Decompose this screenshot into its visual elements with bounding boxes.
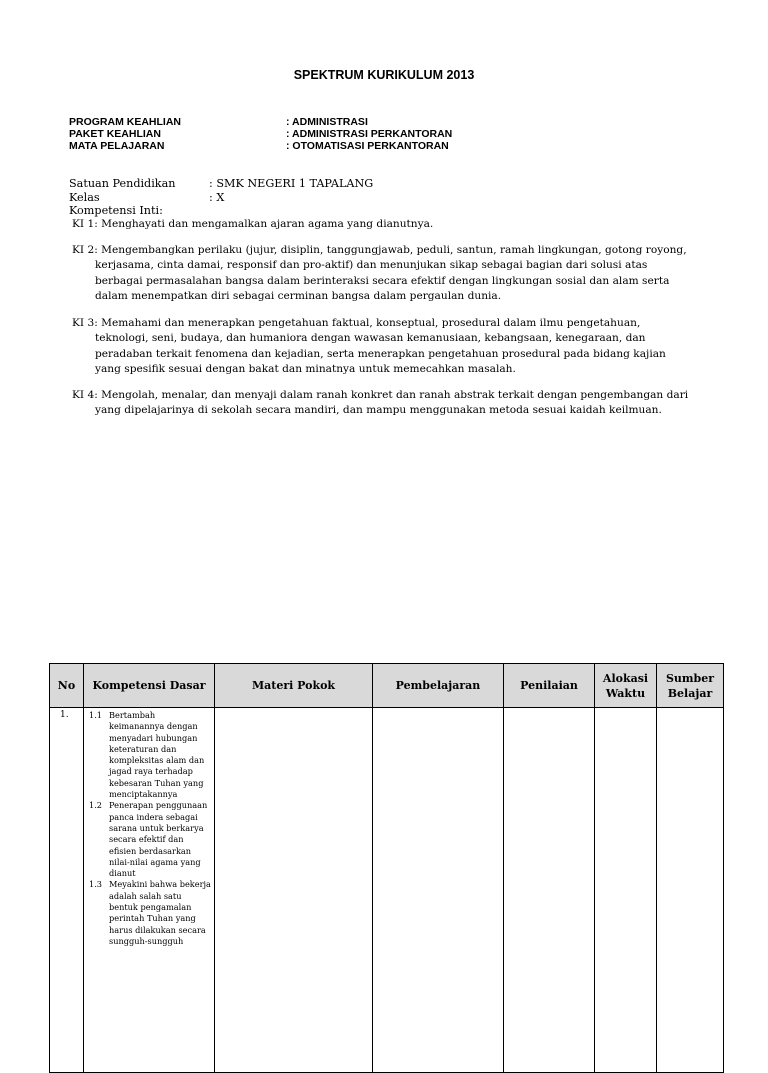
ki-2-text: KI 2: Mengembangkan perilaku (jujur, disiplin, tanggungjawab, peduli, santun, ramah lingkungan, gotong royong, kerjasama, cinta damai, responsif dan pro-aktif) dan menunjukan sikap sebagai bagian dari solusi atas berbagai permasalahan bangsa dalam berinteraksi secara efektif dengan lingkungan sosial dan alam serta dalam menempatkan diri sebagai cerminan bangsa dalam pergaulan dunia. [72,244,687,303]
kd-item-1-1 [89,710,211,800]
kelas-row [69,190,225,205]
header-pembelajaran: Pembelajaran [373,664,504,708]
header-sumber-line2: Belajar [667,686,713,700]
ki-2-paragraph [72,243,692,305]
header-no: No [50,664,84,708]
paket-keahlian-row [69,128,453,140]
header-sumber-belajar [657,664,724,708]
document-title: SPEKTRUM KURIKULUM 2013 [293,68,475,82]
kelas-label: Kelas [69,190,100,204]
kd-text: Bertambah keimanannya dengan menyadari hubungan keteraturan dan kompleksitas alam dan jagad raya terhadap kebesaran Tuhan yang menciptakannya [109,710,205,800]
row-alokasi-waktu [595,708,657,1073]
mata-pelajaran-value: : OTOMATISASI PERKANTORAN [286,140,449,152]
kompetensi-inti-heading [69,204,175,218]
kelas-value: : X [209,190,225,204]
paket-keahlian-label: PAKET KEAHLIAN [69,128,161,140]
kd-item-1-3 [89,879,211,947]
program-info [69,116,453,152]
kd-text: Penerapan penggunaan panca indera sebagai sarana untuk berkarya secara efektif dan efisien berdasarkan nilai-nilai agama yang dianut [109,800,208,879]
ki-3-paragraph [72,316,692,378]
program-keahlian-value: : ADMINISTRASI [286,116,368,128]
header-alokasi-line1: Alokasi [602,671,649,685]
paket-keahlian-value: : ADMINISTRASI PERKANTORAN [286,128,453,140]
row-no: 1. [50,708,84,1073]
kd-text: Meyakini bahwa bekerja adalah salah satu bentuk pengamalan perintah Tuhan yang harus dilakukan secara sungguh-sungguh [109,879,211,946]
header-materi-pokok: Materi Pokok [215,664,373,708]
program-keahlian-label: PROGRAM KEAHLIAN [69,116,181,128]
program-keahlian-row [69,116,368,128]
header-alokasi-line2: Waktu [605,686,646,700]
row-pembelajaran [373,708,504,1073]
ki-4-paragraph [72,388,692,419]
ki-1-text: KI 1: Menghayati dan mengamalkan ajaran agama yang dianutnya. [72,218,434,230]
ki-4-text: KI 4: Mengolah, menalar, dan menyaji dalam ranah konkret dan ranah abstrak terkait dengan pengembangan dari yang dipelajarinya di sekolah secara mandiri, dan mampu menggunakan metoda sesuai kaidah keilmuan. [72,389,689,417]
header-penilaian: Penilaian [504,664,595,708]
row-kompetensi-dasar [84,708,215,1073]
table-row [50,708,724,1073]
ki-3-text: KI 3: Memahami dan menerapkan pengetahuan faktual, konseptual, prosedural dalam ilmu pengetahuan, teknologi, seni, budaya, dan humaniora dengan wawasan kemanusiaan, kebangsaan, kenegaraan, dan peradaban terkait fenomena dan kejadian, serta menerapkan pengetahuan prosedural pada bidang kajian yang spesifik sesuai dengan bakat dan minatnya untuk memecahkan masalah. [72,317,666,376]
header-kompetensi-dasar: Kompetensi Dasar [84,664,215,708]
satuan-pendidikan-value: : SMK NEGERI 1 TAPALANG [209,177,374,190]
satuan-pendidikan-label: Satuan Pendidikan [69,177,176,190]
kd-item-1-2 [89,800,211,879]
mata-pelajaran-row [69,140,449,152]
row-penilaian [504,708,595,1073]
kompetensi-inti-label: Kompetensi Inti: [69,204,163,217]
row-sumber-belajar [657,708,724,1073]
header-alokasi-waktu [595,664,657,708]
mata-pelajaran-label: MATA PELAJARAN [69,140,165,152]
satuan-pendidikan-row [69,177,374,191]
table-header-row [50,664,724,708]
school-info [69,177,374,218]
kd-number: 1.2 [89,800,103,811]
header-sumber-line1: Sumber [665,671,715,685]
ki-1-paragraph [72,217,692,232]
spektrum-table [49,663,724,1073]
row-materi-pokok [215,708,373,1073]
kd-number: 1.3 [89,879,103,890]
kd-number: 1.1 [89,710,103,720]
kd-list [87,710,211,947]
